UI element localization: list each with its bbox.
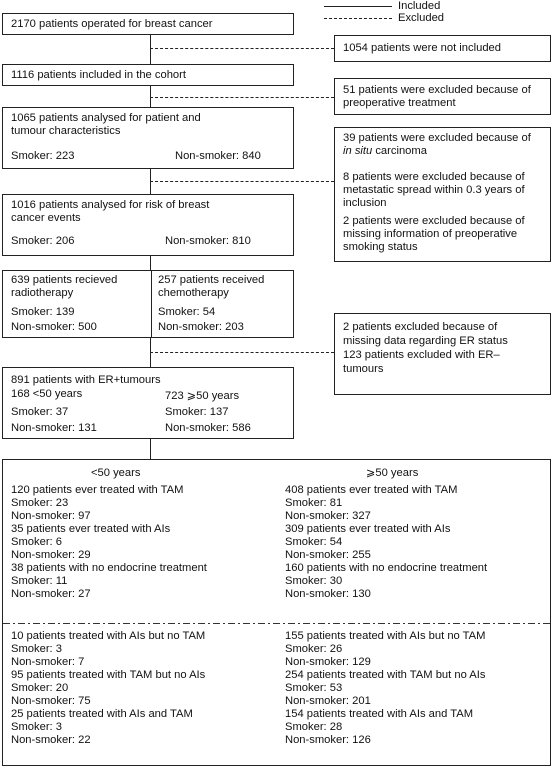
insitu-line1: 39 patients were excluded because of [343, 132, 531, 144]
list-item: 10 patients treated with AIs but no TAM [11, 630, 206, 642]
list-item: Non-smoker: 327 [285, 510, 371, 522]
er-positive-young-title: 168 <50 years [11, 388, 83, 400]
radiotherapy-nonsmoker: Non-smoker: 500 [11, 321, 97, 333]
exclusion-reasons-box [334, 127, 551, 262]
er-positive-box [2, 367, 294, 439]
analysed-characteristics-box [2, 107, 294, 169]
list-item: Non-smoker: 129 [285, 656, 371, 668]
young-header: <50 years [91, 467, 141, 479]
list-item: Non-smoker: 97 [11, 510, 91, 522]
er-positive-old-smoker: Smoker: 137 [165, 406, 229, 418]
analysed-characteristics-smoker: Smoker: 223 [11, 150, 75, 162]
er-positive-young-smoker: Smoker: 37 [11, 406, 69, 418]
er-exclusion-text: 2 patients excluded because of missing data regarding ER status 123 patients excluded with ER– tumours [343, 321, 508, 375]
old-top-list [285, 484, 487, 601]
metastatic-text: 8 patients were excluded because of metastatic spread within 0.3 years of inclusion [343, 171, 525, 209]
not-included-text: 1054 patients were not included [343, 42, 501, 54]
analysed-risk-text: 1016 patients analysed for risk of breast cancer events [11, 199, 210, 224]
er-exclusion-box [334, 313, 551, 395]
er-positive-old-nonsmoker: Non-smoker: 586 [165, 422, 251, 434]
list-item: Non-smoker: 22 [11, 734, 91, 746]
branch-preoperative [150, 97, 334, 98]
young-bottom-list [11, 630, 205, 747]
legend-excluded-line [324, 18, 392, 19]
list-item: Non-smoker: 130 [285, 588, 371, 600]
list-item: 155 patients treated with AIs but no TAM [285, 630, 486, 642]
list-item: Non-smoker: 126 [285, 734, 371, 746]
list-item: Smoker: 30 [285, 575, 343, 587]
list-item: Smoker: 23 [11, 497, 69, 509]
er-positive-old-title: 723 ⩾50 years [165, 390, 240, 402]
list-item: Smoker: 81 [285, 497, 343, 509]
chemotherapy-box [151, 270, 294, 338]
insitu-suffix: carcinoma [372, 145, 427, 157]
preoperative-text: 51 patients were excluded because of preoperative treatment [343, 84, 531, 109]
list-item: Smoker: 3 [11, 721, 62, 733]
radiotherapy-text: 639 patients recieved radiotherapy [11, 274, 118, 299]
not-included-box [334, 35, 551, 62]
list-item: Non-smoker: 201 [285, 695, 371, 707]
list-item: Non-smoker: 7 [11, 656, 85, 668]
branch-er [150, 352, 334, 353]
preoperative-box [334, 78, 551, 115]
old-header: ⩾50 years [366, 467, 419, 479]
list-item: Smoker: 3 [11, 643, 62, 655]
list-item: 309 patients ever treated with AIs [285, 523, 451, 535]
old-bottom-list [285, 630, 485, 747]
list-item: Smoker: 53 [285, 682, 343, 694]
er-positive-young-nonsmoker: Non-smoker: 131 [11, 422, 97, 434]
chemotherapy-smoker: Smoker: 54 [158, 306, 216, 318]
young-top-list [11, 484, 207, 601]
included-text: 1116 patients included in the cohort [11, 69, 186, 81]
list-item: Smoker: 28 [285, 721, 343, 733]
chemotherapy-text: 257 patients received chemotherapy [158, 274, 265, 299]
operated-text: 2170 patients operated for breast cancer [11, 18, 213, 30]
insitu-line2 [343, 145, 531, 158]
branch-not-included [150, 48, 334, 49]
list-item: Non-smoker: 29 [11, 549, 91, 561]
branch-exclusions [150, 181, 334, 182]
list-item: Non-smoker: 255 [285, 549, 371, 561]
list-item: 35 patients ever treated with AIs [11, 523, 171, 535]
list-item: Smoker: 6 [11, 536, 62, 548]
list-item: 408 patients ever treated with TAM [285, 484, 458, 496]
er-positive-title: 891 patients with ER+tumours [11, 374, 161, 386]
analysed-risk-smoker: Smoker: 206 [11, 235, 75, 247]
missing-smoking-text: 2 patients were excluded because of missing information of preoperative smoking status [343, 215, 525, 253]
list-item: Smoker: 11 [11, 575, 68, 587]
radiotherapy-box [2, 270, 152, 338]
analysed-characteristics-text: 1065 patients analysed for patient and tumour characteristics [11, 112, 201, 137]
analysed-characteristics-nonsmoker: Non-smoker: 840 [175, 150, 261, 162]
list-item: 38 patients with no endocrine treatment [11, 562, 207, 574]
insitu-text [343, 132, 531, 158]
list-item: 95 patients treated with TAM but no AIs [11, 669, 206, 681]
connector-main-6 [150, 439, 151, 459]
connector-main-1 [150, 35, 151, 64]
list-item: 160 patients with no endocrine treatment [285, 562, 488, 574]
section-divider [3, 623, 550, 624]
analysed-risk-nonsmoker: Non-smoker: 810 [165, 235, 251, 247]
list-item: 120 patients ever treated with TAM [11, 484, 184, 496]
connector-main-4 [150, 256, 151, 270]
list-item: Non-smoker: 75 [11, 695, 91, 707]
included-box [2, 64, 294, 86]
analysed-risk-box [2, 194, 294, 256]
list-item: Smoker: 54 [285, 536, 343, 548]
list-item: Smoker: 26 [285, 643, 343, 655]
operated-box [2, 13, 294, 35]
insitu-italic: in situ [343, 145, 373, 157]
list-item: Non-smoker: 27 [11, 588, 91, 600]
age-groups-box [2, 459, 551, 766]
legend-excluded-label: Excluded [398, 12, 445, 24]
legend-included-label: Included [398, 0, 441, 12]
legend-included-line [324, 6, 392, 7]
list-item: Smoker: 20 [11, 682, 69, 694]
list-item: 25 patients treated with AIs and TAM [11, 708, 193, 720]
radiotherapy-smoker: Smoker: 139 [11, 306, 75, 318]
chemotherapy-nonsmoker: Non-smoker: 203 [158, 321, 244, 333]
list-item: 154 patients treated with AIs and TAM [285, 708, 474, 720]
list-item: 254 patients treated with TAM but no AIs [285, 669, 486, 681]
